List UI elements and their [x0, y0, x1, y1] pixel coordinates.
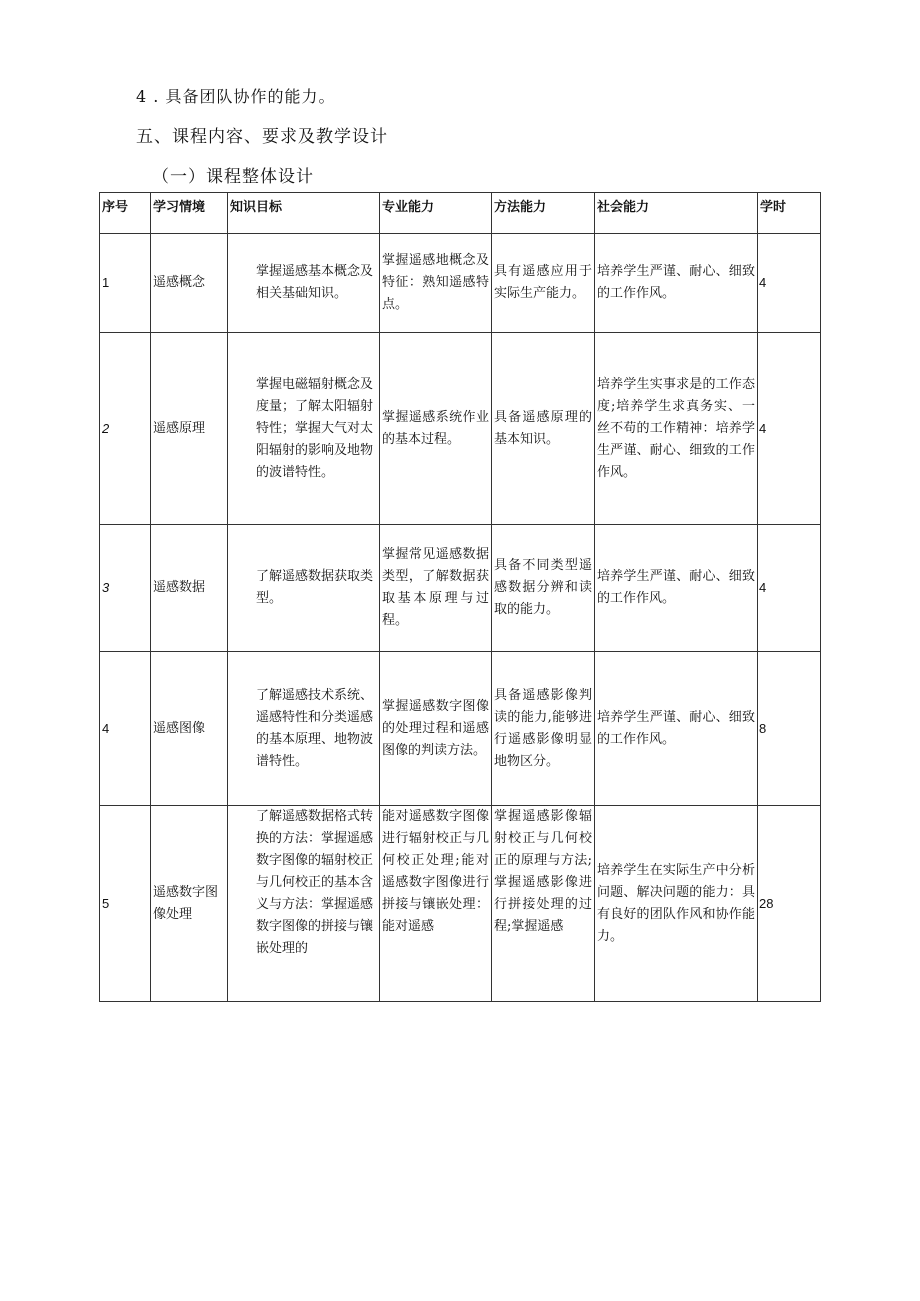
learning-situation: 遥感原理: [151, 333, 228, 525]
header-cell: 专业能力: [380, 193, 492, 234]
method-ability: 具备不同类型遥感数据分辨和读取的能力。: [492, 525, 595, 652]
professional-ability: 掌握常见遥感数据类型，了解数据获取基本原理与过程。: [380, 525, 492, 652]
subsection-heading: （一）课程整体设计: [152, 167, 314, 187]
method-ability: 具备遥感影像判读的能力,能够进行遥感影像明显地物区分。: [492, 652, 595, 806]
course-design-table: [99, 192, 821, 1002]
table-row: [100, 525, 821, 652]
learning-situation: 遥感数字图像处理: [151, 806, 228, 1002]
row-number: 5: [100, 806, 151, 1002]
table-row: [100, 806, 821, 1002]
row-number: 3: [100, 525, 151, 652]
knowledge-goal: 掌握遥感基本概念及相关基础知识。: [228, 234, 380, 333]
list-item-4: 4 . 具备团队协作的能力。: [136, 87, 336, 106]
row-number: 2: [100, 333, 151, 525]
table-row: [100, 234, 821, 333]
knowledge-goal: 了解遥感数据获取类型。: [228, 525, 380, 652]
method-ability: 具有遥感应用于实际生产能力。: [492, 234, 595, 333]
professional-ability: 掌握遥感地概念及特征：熟知遥感特点。: [380, 234, 492, 333]
social-ability: 培养学生严谨、耐心、细致的工作作风。: [595, 525, 758, 652]
section-heading: 五、课程内容、要求及教学设计: [136, 127, 388, 147]
class-hours: 8: [758, 652, 821, 806]
professional-ability: 掌握遥感数字图像的处理过程和遥感图像的判读方法。: [380, 652, 492, 806]
social-ability: 培养学生在实际生产中分析问题、解决问题的能力：具有良好的团队作风和协作能力。: [595, 806, 758, 1002]
class-hours: 4: [758, 333, 821, 525]
knowledge-goal: 了解遥感技术系统、遥感特性和分类遥感的基本原理、地物波谱特性。: [228, 652, 380, 806]
table-row: [100, 333, 821, 525]
social-ability: 培养学生实事求是的工作态度;培养学生求真务实、一丝不苟的工作精神：培养学生严谨、耐心、细致的工作作风。: [595, 333, 758, 525]
header-cell: 社会能力: [595, 193, 758, 234]
row-number: 4: [100, 652, 151, 806]
table-header-row: [100, 193, 821, 234]
professional-ability: 掌握遥感系统作业的基本过程。: [380, 333, 492, 525]
row-number: 1: [100, 234, 151, 333]
class-hours: 28: [758, 806, 821, 1002]
method-ability: 掌握遥感影像辐射校正与几何校正的原理与方法;掌握遥感影像进行拼接处理的过程;掌握遥感: [492, 806, 595, 1002]
table-row: [100, 652, 821, 806]
learning-situation: 遥感图像: [151, 652, 228, 806]
knowledge-goal: 了解遥感数据格式转换的方法：掌握遥感数字图像的辐射校正与几何校正的基本含义与方法：掌握遥感数字图像的拼接与镶嵌处理的: [228, 806, 380, 1002]
knowledge-goal: 掌握电磁辐射概念及度量；了解太阳辐射特性；掌握大气对太阳辐射的影响及地物的波谱特性。: [228, 333, 380, 525]
professional-ability: 能对遥感数字图像进行辐射校正与几何校正处理;能对遥感数字图像进行拼接与镶嵌处理：能对遥感: [380, 806, 492, 1002]
header-cell: 序号: [100, 193, 151, 234]
class-hours: 4: [758, 234, 821, 333]
header-cell: 学习情境: [151, 193, 228, 234]
learning-situation: 遥感数据: [151, 525, 228, 652]
method-ability: 具备遥感原理的基本知识。: [492, 333, 595, 525]
header-cell: 方法能力: [492, 193, 595, 234]
learning-situation: 遥感概念: [151, 234, 228, 333]
header-cell: 知识目标: [228, 193, 380, 234]
social-ability: 培养学生严谨、耐心、细致的工作作风。: [595, 234, 758, 333]
header-cell: 学时: [758, 193, 821, 234]
social-ability: 培养学生严谨、耐心、细致的工作作风。: [595, 652, 758, 806]
class-hours: 4: [758, 525, 821, 652]
